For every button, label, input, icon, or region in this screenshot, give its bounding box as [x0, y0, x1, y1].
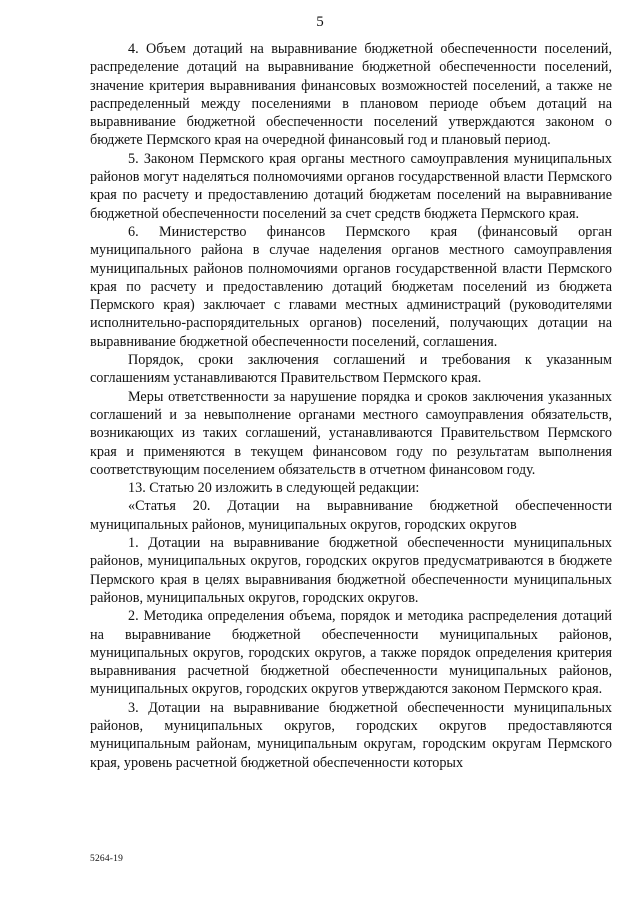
article-20-item-3: 3. Дотации на выравнивание бюджетной обеспеченности муниципальных районов, муниципальных округов, городских округов предоставляются муниципальным районам, муниципальным округам, городским округам Пермского края, уровень расчетной бюджетной обеспеченности которых — [90, 699, 612, 771]
document-code: 5264-19 — [90, 854, 124, 864]
paragraph-item-5: 5. Законом Пермского края органы местного самоуправления муниципальных районов могут наделяться полномочиями органов государственной власти Пермского края по расчету и предоставлению дотаций бюджетам поселений на выравнивание бюджетной обеспеченности поселений за счет средств бюджета Пермского края. — [90, 150, 612, 222]
article-20-item-2: 2. Методика определения объема, порядок и методика распределения дотаций на выравнивание бюджетной обеспеченности муниципальных районов, муниципальных округов, городских округов, а также порядок определения критерия выравнивания расчетной бюджетной обеспеченности муниципальных районов, муниципальных округов, городских округов утверждаются законом Пермского края. — [90, 608, 612, 698]
paragraph-item-6: 6. Министерство финансов Пермского края (финансовый орган муниципального района в случае наделения органов местного самоуправления муниципальных районов полномочиями органов государственной власти Пермского края по расчету и предоставлению дотаций бюджетам поселений из бюджета Пермского края) заключает с главами местных администраций (руководителями исполнительно-распорядительных органов) поселений, получающих дотации на выравнивание бюджетной обеспеченности поселений, соглашения. — [90, 223, 612, 350]
paragraph-amendment-13: 13. Статью 20 изложить в следующей редакции: — [128, 480, 420, 497]
paragraph-liability-measures: Меры ответственности за нарушение порядка и сроков заключения указанных соглашений и за невыполнение органами местного самоуправления обязательств, возникающих из таких соглашений, устанавливаются Правительством Пермского края и применяются в текущем финансовом году по результатам выполнения соответствующим поселением обязательств в отчетном финансовом году. — [90, 388, 612, 478]
document-body — [90, 40, 612, 772]
paragraph-agreement-procedure: Порядок, сроки заключения соглашений и требования к указанным соглашениям устанавливаются Правительством Пермского края. — [90, 352, 612, 387]
paragraph-item-4: 4. Объем дотаций на выравнивание бюджетной обеспеченности поселений, распределение дотаций на выравнивание бюджетной обеспеченности поселений, значение критерия выравнивания финансовых возможностей поселений, а также не распределенный между поселениями в плановом периоде объем дотаций на выравнивание бюджетной обеспеченности поселений утверждаются законом о бюджете Пермского края на очередной финансовый год и плановый период. — [90, 41, 612, 149]
page-number: 5 — [316, 14, 324, 30]
article-20-heading: «Статья 20. Дотации на выравнивание бюджетной обеспеченности муниципальных районов, муниципальных округов, городских округов — [90, 498, 612, 533]
article-20-item-1: 1. Дотации на выравнивание бюджетной обеспеченности муниципальных районов, муниципальных округов, городских округов предусматриваются в бюджете Пермского края в целях выравнивания бюджетной обеспеченности муниципальных районов, муниципальных округов, городских округов. — [90, 535, 612, 606]
